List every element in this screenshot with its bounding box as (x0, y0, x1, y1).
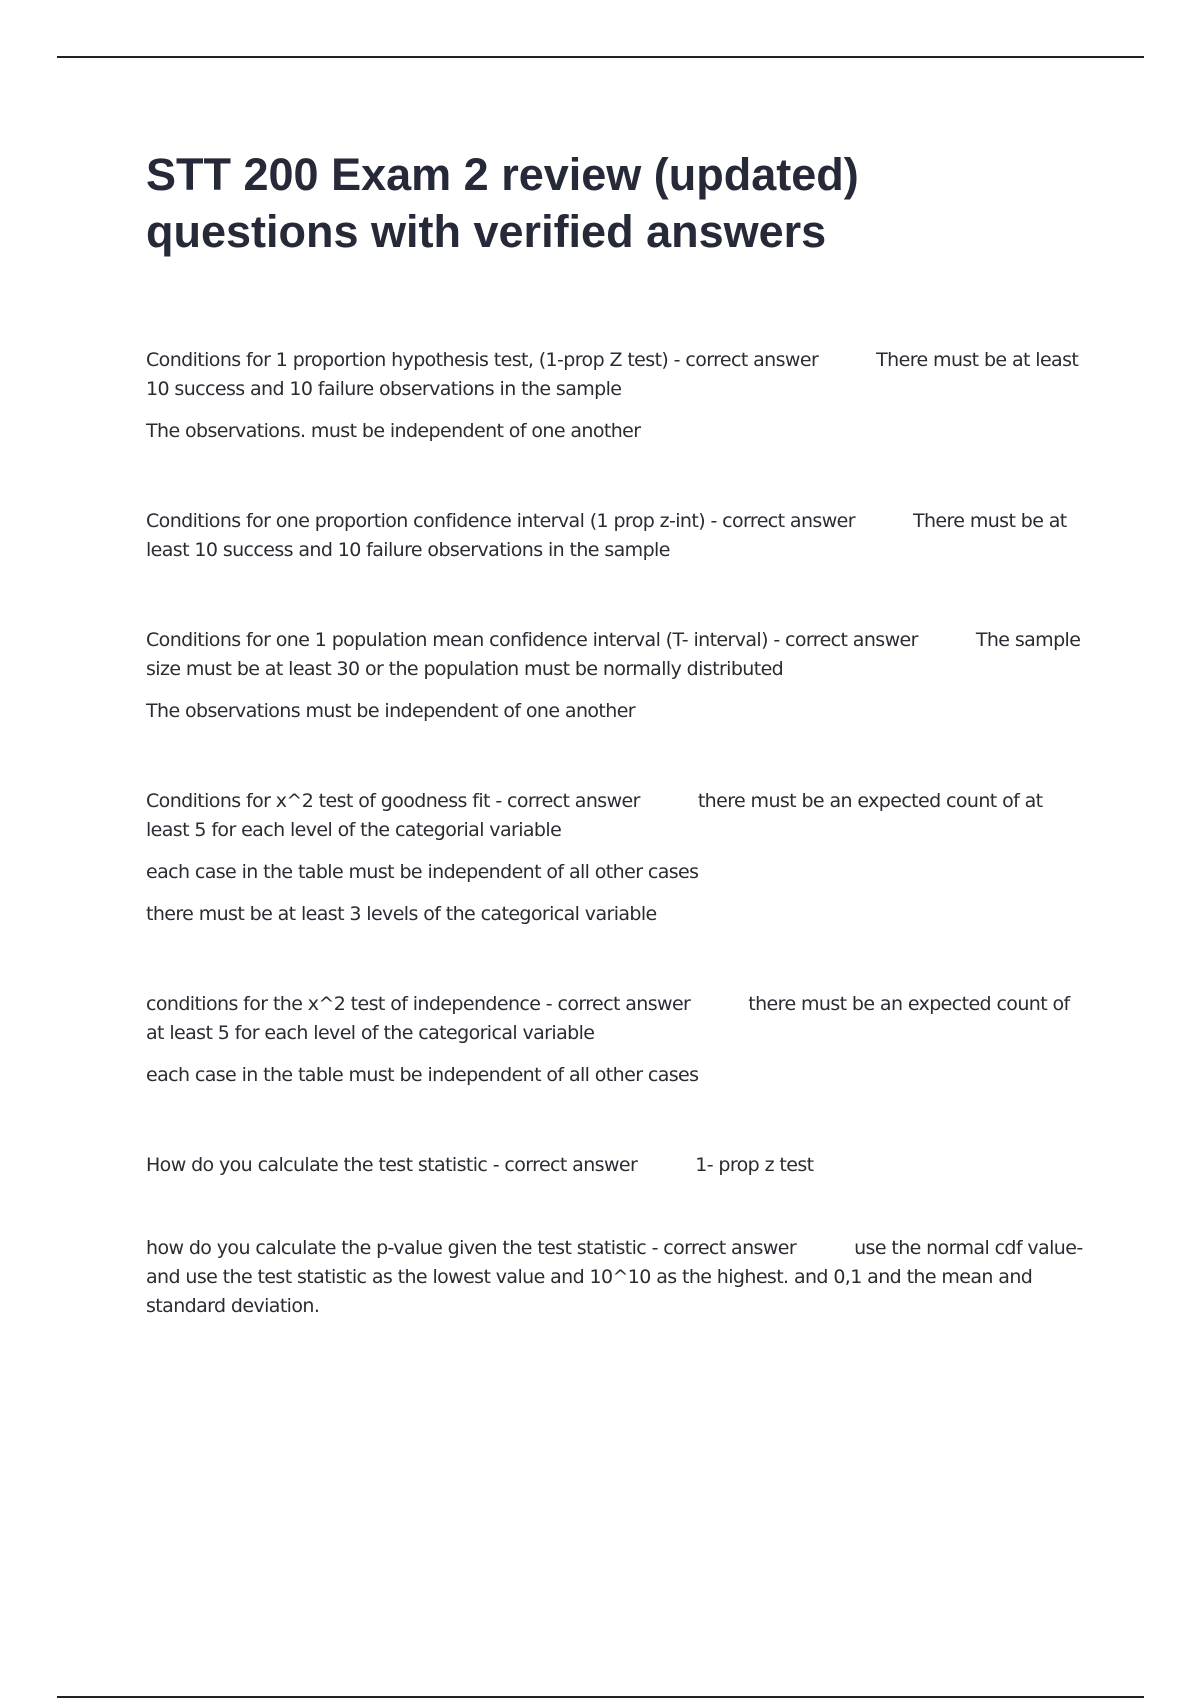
qa-item (146, 1151, 1086, 1180)
qa-question: How do you calculate the test statistic - correct answer (146, 1154, 638, 1176)
qa-answer-extra: The observations. must be independent of one another (146, 420, 641, 442)
qa-question: Conditions for 1 proportion hypothesis test, (1-prop Z test) - correct answer (146, 349, 819, 371)
qa-item (146, 626, 1086, 726)
qa-answer-extra: each case in the table must be independent of all other cases (146, 861, 699, 883)
qa-item (146, 990, 1086, 1090)
qa-answer-extra: there must be at least 3 levels of the categorical variable (146, 903, 657, 925)
qa-question: how do you calculate the p-value given the test statistic - correct answer (146, 1237, 797, 1259)
qa-main-line (146, 1234, 1086, 1321)
qa-answer-extra: The observations must be independent of one another (146, 700, 636, 722)
qa-question: Conditions for one 1 population mean confidence interval (T- interval) - correct answer (146, 629, 918, 651)
qa-answer: there must be an expected count of at least 5 for each level of the categorial variable (146, 790, 1043, 841)
qa-question: conditions for the x^2 test of independence - correct answer (146, 993, 691, 1015)
qa-main-line (146, 346, 1086, 404)
title-line-1: STT 200 Exam 2 review (updated) (146, 149, 859, 200)
qa-answer: The sample size must be at least 30 or the population must be normally distributed (146, 629, 1081, 680)
qa-answer: use the normal cdf value- and use the test statistic as the lowest value and 10^10 as the highest. and 0,1 and the mean and standard deviation. (146, 1237, 1083, 1317)
qa-main-line (146, 626, 1086, 684)
qa-main-line (146, 787, 1086, 845)
qa-list (146, 346, 1086, 1382)
bottom-rule (57, 1696, 1144, 1698)
qa-answer: There must be at least 10 success and 10 failure observations in the sample (146, 349, 1079, 400)
top-rule (57, 56, 1144, 58)
qa-item (146, 346, 1086, 446)
qa-answer: 1- prop z test (695, 1154, 814, 1176)
qa-main-line (146, 1151, 1086, 1180)
qa-item (146, 787, 1086, 929)
qa-item (146, 507, 1086, 565)
qa-main-line (146, 507, 1086, 565)
qa-question: Conditions for x^2 test of goodness fit - correct answer (146, 790, 640, 812)
qa-answer: there must be an expected count of at least 5 for each level of the categorical variable (146, 993, 1070, 1044)
qa-main-line (146, 990, 1086, 1048)
title-line-2: questions with verified answers (146, 206, 827, 257)
qa-answer: There must be at least 10 success and 10 failure observations in the sample (146, 510, 1067, 561)
qa-question: Conditions for one proportion confidence interval (1 prop z-int) - correct answer (146, 510, 855, 532)
qa-item (146, 1234, 1086, 1321)
page-title (146, 146, 1106, 260)
qa-answer-extra: each case in the table must be independent of all other cases (146, 1064, 699, 1086)
